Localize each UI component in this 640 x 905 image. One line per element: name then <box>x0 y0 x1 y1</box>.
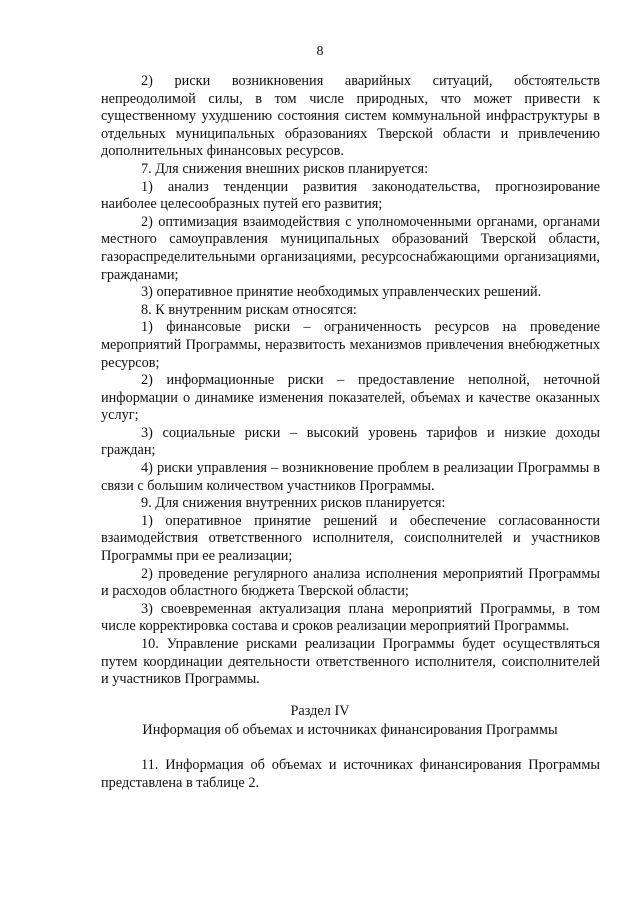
paragraph: 4) риски управления – возникновение проблем в реализации Программы в связи с большим количеством участников Программы. <box>101 460 600 494</box>
paragraph: 10. Управление рисками реализации Программы будет осуществляться путем координации деятельности ответственного исполнителя, соисполнителей и участников Программы. <box>101 636 600 688</box>
paragraph: 11. Информация об объемах и источниках финансирования Программы представлена в таблице 2. <box>101 757 600 791</box>
paragraph: 3) своевременная актуализация плана мероприятий Программы, в том числе корректировка состава и сроков реализации мероприятий Программы. <box>101 600 600 635</box>
section-title: Информация об объемах и источниках финансирования Программы <box>142 722 558 738</box>
paragraph: 7. Для снижения внешних рисков планируется: <box>141 160 429 177</box>
paragraph: 2) оптимизация взаимодействия с уполномоченными органами, органами местного самоуправления муниципальных образований Тверской области, газораспределительными организациями, ресурсоснабжающими организациями, гражданами; <box>101 213 600 283</box>
paragraph: 9. Для снижения внутренних рисков планируется: <box>141 495 446 512</box>
paragraph: 8. К внутренним рискам относятся: <box>141 301 357 318</box>
paragraph: 1) анализ тенденции развития законодательства, прогнозирование наиболее целесообразных путей его развития; <box>101 178 600 213</box>
section-number: Раздел IV <box>290 703 350 719</box>
page-number: 8 <box>316 44 324 59</box>
paragraph: 2) риски возникновения аварийных ситуаций, обстоятельств непреодолимой силы, в том числе природных, что может привести к существенному ухудшению состояния систем коммунальной инфраструктуры в отдельных муниципальных образованиях Тверской области и привлечению дополнительных финансовых ресурсов. <box>101 73 600 160</box>
paragraph: 2) проведение регулярного анализа исполнения мероприятий Программы и расходов областного бюджета Тверской области; <box>101 565 600 600</box>
paragraph: 3) оперативное принятие необходимых управленческих решений. <box>141 284 542 301</box>
paragraph: 2) информационные риски – предоставление неполной, неточной информации о динамике изменения показателей, объемах и качестве оказанных услуг; <box>101 372 600 424</box>
paragraph: 3) социальные риски – высокий уровень тарифов и низкие доходы граждан; <box>101 424 600 459</box>
paragraph: 1) оперативное принятие решений и обеспечение согласованности взаимодействия ответственного исполнителя, соисполнителей и участников Программы при ее реализации; <box>101 512 600 565</box>
paragraph: 1) финансовые риски – ограниченность ресурсов на проведение мероприятий Программы, неразвитость механизмов привлечения внебюджетных ресурсов; <box>101 319 600 371</box>
document-body <box>101 73 600 689</box>
